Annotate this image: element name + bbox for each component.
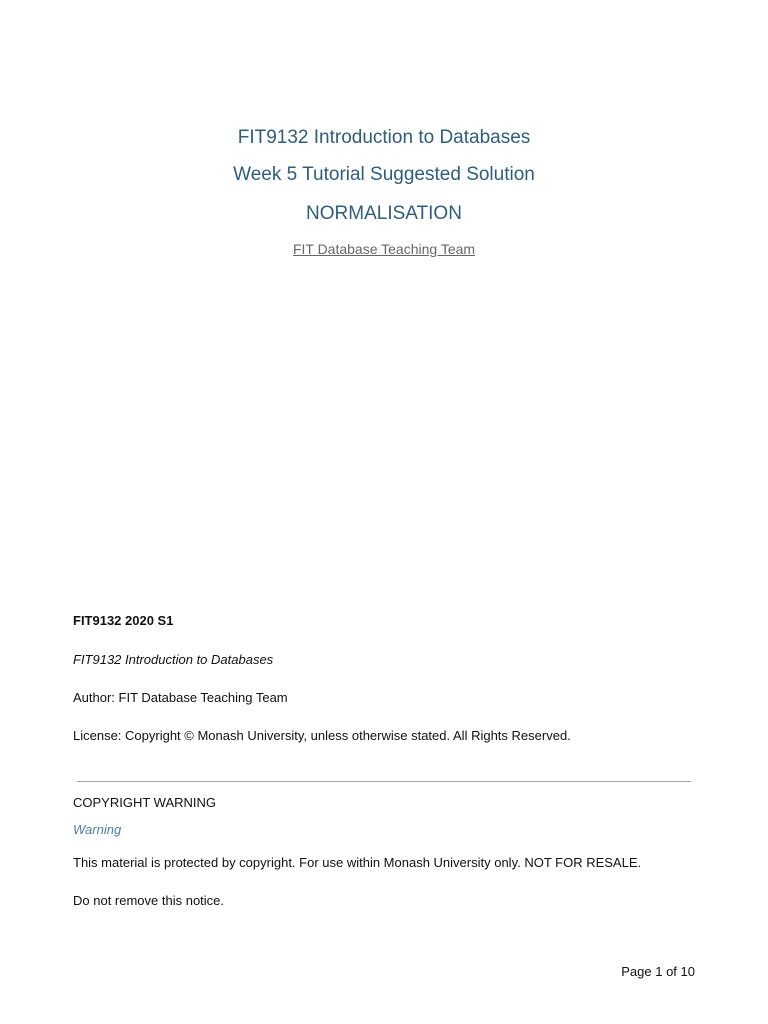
topic-heading: NORMALISATION [306, 203, 462, 224]
course-name: FIT9132 Introduction to Databases [73, 652, 274, 667]
page-number: Page 1 of 10 [621, 964, 695, 979]
tutorial-subtitle: Week 5 Tutorial Suggested Solution [233, 164, 535, 185]
copyright-heading: COPYRIGHT WARNING [73, 795, 217, 810]
license-line: License: Copyright © Monash University, unless otherwise stated. All Rights Reserved. [73, 728, 571, 743]
unit-code: FIT9132 2020 S1 [73, 613, 174, 628]
protected-notice: This material is protected by copyright. For use within Monash University only. NOT FOR RESALE. [73, 855, 642, 870]
team-link-wrapper [0, 240, 768, 258]
remove-notice: Do not remove this notice. [73, 893, 225, 908]
teaching-team-link[interactable]: FIT Database Teaching Team [292, 241, 476, 257]
horizontal-divider [77, 781, 691, 782]
warning-label: Warning [73, 822, 122, 837]
author-line: Author: FIT Database Teaching Team [73, 690, 288, 705]
course-title: FIT9132 Introduction to Databases [237, 127, 531, 148]
